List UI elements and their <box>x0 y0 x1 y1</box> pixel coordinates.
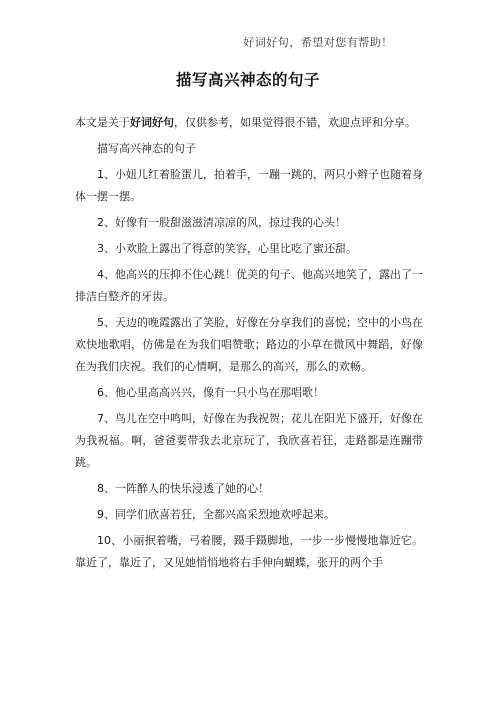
list-item: 1、小妞儿红着脸蛋儿，拍着手，一蹦一跳的，两只小辫子也随着身体一摆一摆。 <box>75 168 423 203</box>
list-item: 9、同学们欣喜若狂，全都兴高采烈地欢呼起来。 <box>97 508 335 521</box>
intro-prefix: 本文是关于 <box>75 116 130 129</box>
list-item: 3、小欢脸上露出了得意的笑容，心里比吃了蜜还甜。 <box>97 242 357 255</box>
list-item: 10、小丽抿着嘴，弓着腰，蹑手蹑脚地，一步一步慢慢地靠近它。靠近了，靠近了，又见她悄悄地将右手伸向蝴蝶，张开的两个手 <box>75 534 423 569</box>
document-body <box>75 112 423 578</box>
list-item: 7、鸟儿在空中鸣叫，好像在为我祝贺；花儿在阳光下盛开，好像在为我祝福。啊，爸爸要带我去北京玩了，我欣喜若狂，走路都是连蹦带跳。 <box>75 412 423 469</box>
list-item: 2、好像有一股甜滋滋清凉凉的风，掠过我的心头！ <box>97 216 346 229</box>
section-heading: 描写高兴神态的句子 <box>97 142 196 155</box>
list-item: 4、他高兴的压抑不住心跳！优美的句子、他高兴地笑了，露出了一排洁白整齐的牙齿。 <box>75 268 423 303</box>
intro-suffix: ，仅供参考，如果觉得很不错，欢迎点评和分享。 <box>174 116 416 129</box>
list-item: 8、一阵醉人的快乐浸透了她的心！ <box>97 482 269 495</box>
header-note-text: 好词好句，希望对您有帮助！ <box>243 36 393 49</box>
intro-paragraph <box>75 112 423 134</box>
document-title: 描写高兴神态的句子 <box>175 71 320 89</box>
intro-keyword: 好词好句 <box>130 116 174 129</box>
header-note <box>0 34 496 50</box>
list-item: 5、天边的晚霞露出了笑脸，好像在分享我们的喜悦；空中的小鸟在欢快地歌唱，仿佛是在为我们唱赞歌；路边的小草在微风中舞蹈，好像在为我们庆祝。我们的心情啊，是那么的高兴，那么的欢畅。 <box>75 316 423 373</box>
list-item: 6、他心里高高兴兴，像有一只小鸟在那唱歌！ <box>97 386 324 399</box>
